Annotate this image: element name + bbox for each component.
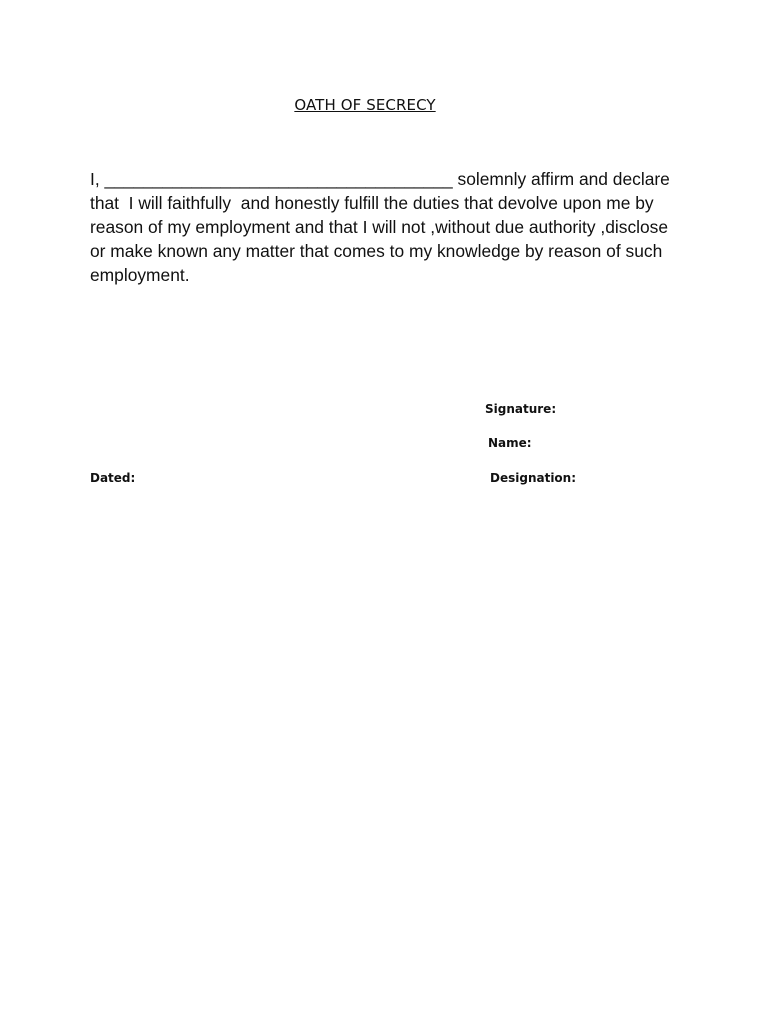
oath-line-1: I, ____________________________________ solemnly affirm and declare bbox=[90, 169, 670, 189]
designation-label: Designation: bbox=[490, 471, 577, 485]
dated-label: Dated: bbox=[90, 471, 136, 485]
document-title: OATH OF SECRECY bbox=[294, 96, 436, 114]
oath-line-3: reason of my employment and that I will not ,without due authority ,disclose bbox=[90, 217, 669, 237]
oath-line-4: or make known any matter that comes to my knowledge by reason of such bbox=[90, 241, 663, 261]
oath-line-2: that I will faithfully and honestly fulfill the duties that devolve upon me by bbox=[90, 193, 654, 213]
signature-label: Signature: bbox=[485, 402, 557, 416]
name-label: Name: bbox=[488, 436, 532, 450]
oath-line-5: employment. bbox=[90, 265, 190, 285]
oath-paragraph bbox=[90, 167, 690, 287]
